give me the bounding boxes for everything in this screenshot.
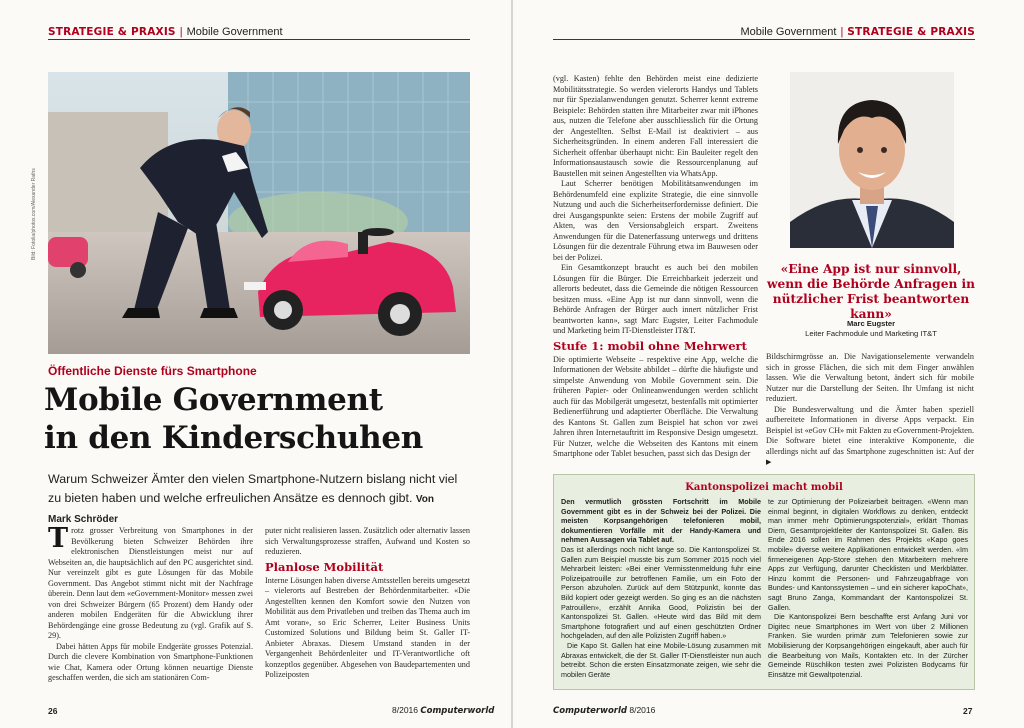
body-paragraph: Ein Gesamtkonzept braucht es auch bei den mobilen Lösungen für die Bürger. Die Erreichbarkeit jederzeit und allerorts bedeutet, dass die Gemeinde die nötigen Ressourcen besitzen muss. «Eine App ist nur dann sinnvoll, wenn die Behörde Anfragen der Bürger auch innert nützlicher Frist beantworten kann», sagt Marc Eugster, Leiter Fachmodule und Marketing beim IT-Dienstleister IT&T.: [553, 263, 758, 335]
box-lead: Den vermutlich grössten Fortschritt im Mobile Government gibt es in der Schweiz bei der Polizei. Die meisten Korpsangehörigen telefonieren mobil, dokumentieren Vorfälle mit der Handy-Kamera und nehmen Aussagen via Tablet auf.: [561, 497, 761, 545]
body-paragraph: (vgl. Kasten) fehlte den Behörden meist eine dedizierte Mobilitätsstrategie. So werden vielerorts Handys und Tablets nur für Spezialanwendungen genutzt. Scherrer kennt extreme Beispiele: Behörden statten ihre Mitarbeiter zwar mit iPhones aus, nutzen die Telefone aber ausschliesslich für die Ortung der Angestellten. Selbst E-Mail ist deaktiviert – aus Sicherheitsgründen. In einem anderen Fall interessiert die Sicherheit offenbar überhaupt nicht: Ein Bauleiter regelt den Informationsaustausch sowie die Ressourcenplanung auf Baustellen mit seinen Angestellten via WhatsApp.: [553, 74, 758, 178]
box-column-2: [768, 497, 968, 679]
headline: [44, 381, 484, 457]
hero-photo-graphic: [48, 72, 470, 354]
right-folio-page: 27: [963, 706, 973, 716]
quote-attribution: [766, 319, 976, 339]
subheading: Planlose Mobilität: [265, 559, 384, 574]
dropcap: T: [48, 523, 69, 554]
continue-arrow-icon: ▶: [766, 458, 772, 466]
subheading: Stufe 1: mobil ohne Mehrwert: [553, 338, 747, 353]
photo-credit: Bild: Fotolia/photos.com/Alexander Raths: [31, 168, 37, 260]
left-column-1: [48, 523, 253, 684]
portrait-photo: [790, 72, 954, 248]
kicker: Öffentliche Dienste fürs Smartphone: [48, 364, 257, 378]
magazine-name: Computerworld: [420, 706, 495, 716]
section-label: STRATEGIE & PRAXIS: [847, 26, 975, 38]
right-column-2: [766, 352, 974, 468]
magazine-name: Computerworld: [553, 706, 627, 716]
headline-line-1: Mobile Government: [44, 382, 383, 418]
topic-label: Mobile Government: [186, 26, 283, 38]
left-folio-page: 26: [48, 706, 58, 716]
box-paragraph: Die Kapo St. Gallen hat eine Mobile-Lösung zusammen mit Abraxas entwickelt, die der St. Galler IT-Dienstleister nun auch betreibt. Schon die ersten Einsatzmonate zeigen, wie sehr die mobilen Geräte: [561, 640, 761, 679]
left-folio-issue: [392, 705, 494, 716]
portrait-graphic: [790, 72, 954, 248]
box-column-1: [561, 497, 761, 679]
box-paragraph: Die Kantonspolizei Bern beschaffte erst Anfang Juni vor Digitec neue Smartphones im Wert von über 2 Millionen Franken. Sie wurden primär zum Telefonieren sowie zur Mobilisierung der Korpsangehörigen eingekauft, aber auch für die Bearbeitung von Mails, Kontakten etc. In der Zürcher Gemeinde Rüschlikon testen zwei Polizisten Bodycams für Einsätze mit Gewaltpotenzial.: [768, 612, 968, 679]
body-paragraph: [766, 405, 974, 468]
body-paragraph: Dabei hätten Apps für mobile Endgeräte grosses Potenzial. Durch die clevere Kombination von Smartphone-Funktionen wie Chat, Kamera oder Ortung können neuartige Dienste geschaffen werden, die sich am stationären Com-: [48, 641, 253, 682]
head-separator: |: [179, 26, 183, 38]
section-label: STRATEGIE & PRAXIS: [48, 26, 176, 38]
right-column-1: [553, 74, 758, 460]
box-paragraph: te zur Optimierung der Polizeiarbeit beitragen. «Wenn man einmal beginnt, in digitalen Workflows zu denken, entdeckt man immer mehr Optimierungspotenzial», erklärt Thomas Diem, Gesamtprojektleiter der Kantonspolizei St. Gallen. Bis Ende 2016 sollen im Rahmen des Projekts «Kapo goes mobile» diverse weitere Applikationen entwickelt werden. «Im firmeneigenen App-Store stehen den Mitarbeitern mehrere Apps zur Verfügung, darunter Checklisten und Merkblätter. Hinzu kommt die Personen- und Fahrzeugabfrage von Bundes- und Kantonssystemen – und ein sicherer kapoChat», sagt Bruno Zanga, Kommandant der Kantonspolizei St. Gallen.: [768, 497, 968, 612]
left-head-rule: [48, 39, 470, 40]
box-paragraph: Das ist allerdings noch nicht lange so. Die Kantonspolizei St. Gallen zum Beispiel musste bis zum Sommer 2015 noch viel Mehrarbeit leisten: «Bei einer Vermisstenmeldung fuhr eine Polizeipatrouille zur betroffenen Familie, um ein Foto der Person abzuholen. Zurück auf dem Stützpunkt, konnte das Bild kopiert oder gezeigt werden. So ging es an die nächsten Patrouillen», erzählt Annika Good, Polizistin bei der Kantonspolizei St. Gallen. «Heute wird das Bild mit dem Smartphone fotografiert und auf einen geschützten Ordner hochgeladen, auf den alle Polizisten Zugriff haben.»: [561, 544, 761, 641]
box-title: Kantonspolizei macht mobil: [685, 482, 843, 493]
quote-role: Leiter Fachmodule und Marketing IT&T: [805, 329, 937, 338]
left-running-head: [48, 26, 283, 38]
body-paragraph: Interne Lösungen haben diverse Amtsstellen bereits umgesetzt – vielerorts auf Bestreben der Behördenmitarbeiter. «Die Angestellten kennen den Komfort sowie den Nutzen von Mobilität aus dem Privatleben und treiben das Thema auch im Amt voran», so Eric Scherrer, Leiter Business Units Customized Solutions und Bildung beim St. Galler IT-Anbieter Abraxas. Diesem Umstand standen in der Vergangenheit Behördenleiter und IT-Verantwortliche oft konzeptlos gegenüber. Abgesehen von Baudepartementen und Polizeiposten: [265, 575, 470, 679]
quote-person: Marc Eugster: [846, 319, 896, 328]
body-paragraph: Laut Scherrer benötigen Mobilitätsanwendungen im Behördenumfeld eine explizite Strategie, die eine sinnvolle Nutzung und auch die Sicherheitserfordernisse definiert. Die drei Ausgangspunkte seien: Erstens der mobile Zugriff auf Akten, was den Versionsabgleich erspart. Zweitens Anwendungen für die Datenerfassung unterwegs und drittens Lösungen für die dezentrale Führung etwa im Bauwesen oder bei der Polizei.: [553, 179, 758, 262]
topic-label: Mobile Government: [740, 26, 837, 38]
right-running-head: [740, 26, 975, 38]
body-paragraph: Bildschirmgrösse an. Die Navigationselemente verwandeln sich in grosse Flächen, die sich mit dem Finger anwählen lassen. Wie die Verwaltung betont, ändert sich für mobile Nutzer nur die Darstellung der Seiten. Ihr Umfang ist nicht reduziert.: [766, 352, 974, 403]
body-paragraph: Die optimierte Webseite – respektive eine App, welche die Informationen der Website abbildet – dürfte die häufigste und simpelste Anwendung von Mobile Government sein. Die früheren Papier- oder Onlineanwendungen werden schlicht auch für das Mobilgerät umgesetzt, bestenfalls mit optimierter Bedienerführung und adaptierter Oberfläche. Die Verwaltung des Kantons St. Gallen zum Beispiel hat schon vor zwei Jahren ihren Internetauftritt im Responsive Design umgesetzt. Für Nutzer, welche die Webseiten des Kantons mit einem Smartphone oder Tablet besuchen, passt sich das Design der: [553, 354, 758, 458]
head-separator: |: [840, 26, 844, 38]
right-folio-issue: [553, 705, 655, 716]
hero-photo: [48, 72, 470, 354]
issue-label: 8/2016: [392, 705, 418, 715]
sidebar-box: [553, 474, 975, 690]
lead-text: Warum Schweizer Ämter den vielen Smartphone-Nutzern bislang nicht viel zu bieten haben und welche erfreulichen Ansätze es dennoch gibt.: [48, 472, 458, 505]
lead-paragraph: [48, 470, 458, 529]
body-text: Die Bundesverwaltung und die Ämter haben speziell aufbereitete Informationen in diverse Apps verpackt. Ein Beispiel ist «eGov CH» mit Fakten zu eGovernment-Projekten. Die Software bietet eine interaktive Komponente, die allerdings nicht auf das Smartphone zugeschnitten ist: Auf der: [766, 404, 974, 456]
body-paragraph: rotz grosser Verbreitung von Smartphones in der Bevölkerung bieten Schweizer Behörden ihre elektronischen Dienstleistungen meist nur auf Webseiten an, die hauptsächlich auf den PC ausgerichtet sind. Nur vereinzelt gibt es gute Lösungen für das Mobile Government. Das Angebot stimmt nicht mit der Nachfrage überein. Denn laut dem «eGovernment-Monitor» messen zwei von drei Schweizer Bürgern (65 Prozent) dem Handy oder anderen mobilen Endgeräten für die Abwicklung ihrer Behördengänge eine grosse Bedeutung zu (vgl. Grafik auf S. 29).: [48, 526, 253, 640]
issue-label: 8/2016: [629, 705, 656, 715]
pull-quote: «Eine App ist nur sinnvoll, wenn die Behörde Anfragen in nützlicher Frist beantworten kann»: [766, 262, 976, 321]
right-head-rule: [553, 39, 975, 40]
byline: Von Mark Schröder: [48, 494, 435, 525]
body-paragraph: puter nicht realisieren lassen. Zusätzlich oder alternativ lassen sich Verwaltungsprozesse straffen, Aufwand und Kosten so reduzieren.: [265, 526, 470, 556]
headline-line-2: in den Kinderschuhen: [44, 420, 424, 456]
left-column-2: [265, 526, 470, 681]
